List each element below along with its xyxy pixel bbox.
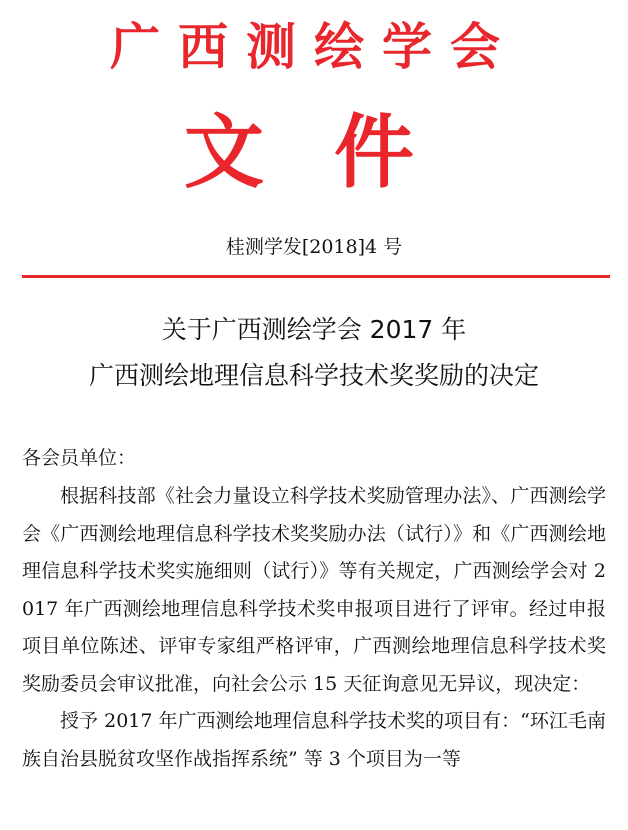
salutation: 各会员单位： xyxy=(22,447,137,469)
body-text xyxy=(22,478,606,778)
paragraph-2: 授予 2017 年广西测绘地理信息科学技术奖的项目有：“环江毛南族自治县脱贫攻坚作战指挥系统” 等 3 个项目为一等 xyxy=(22,710,606,770)
red-divider-line xyxy=(22,275,610,278)
org-name-heading: 广西测绘学会 xyxy=(110,17,518,76)
main-title-line-2: 广西测绘地理信息科学技术奖奖励的决定 xyxy=(88,361,539,390)
main-title-line-1: 关于广西测绘学会 2017 年 xyxy=(161,315,467,344)
doc-number: 桂测学发[2018]4 号 xyxy=(225,236,403,258)
doc-type-heading: 文件 xyxy=(184,105,484,199)
paragraph-1: 根据科技部《社会力量设立科学技术奖励管理办法》、广西测绘学会《广西测绘地理信息科学技术奖奖励办法（试行）》和《广西测绘地理信息科学技术奖实施细则（试行）》等有关规定，广西测绘学会对 2017 年广西测绘地理信息科学技术奖申报项目进行了评审。经过申报项目单位陈述、评审专家组严格评审，广西测绘地理信息科学技术奖奖励委员会审议批准，向社会公示 15 天征询意见无异议，现决定： xyxy=(22,485,606,695)
